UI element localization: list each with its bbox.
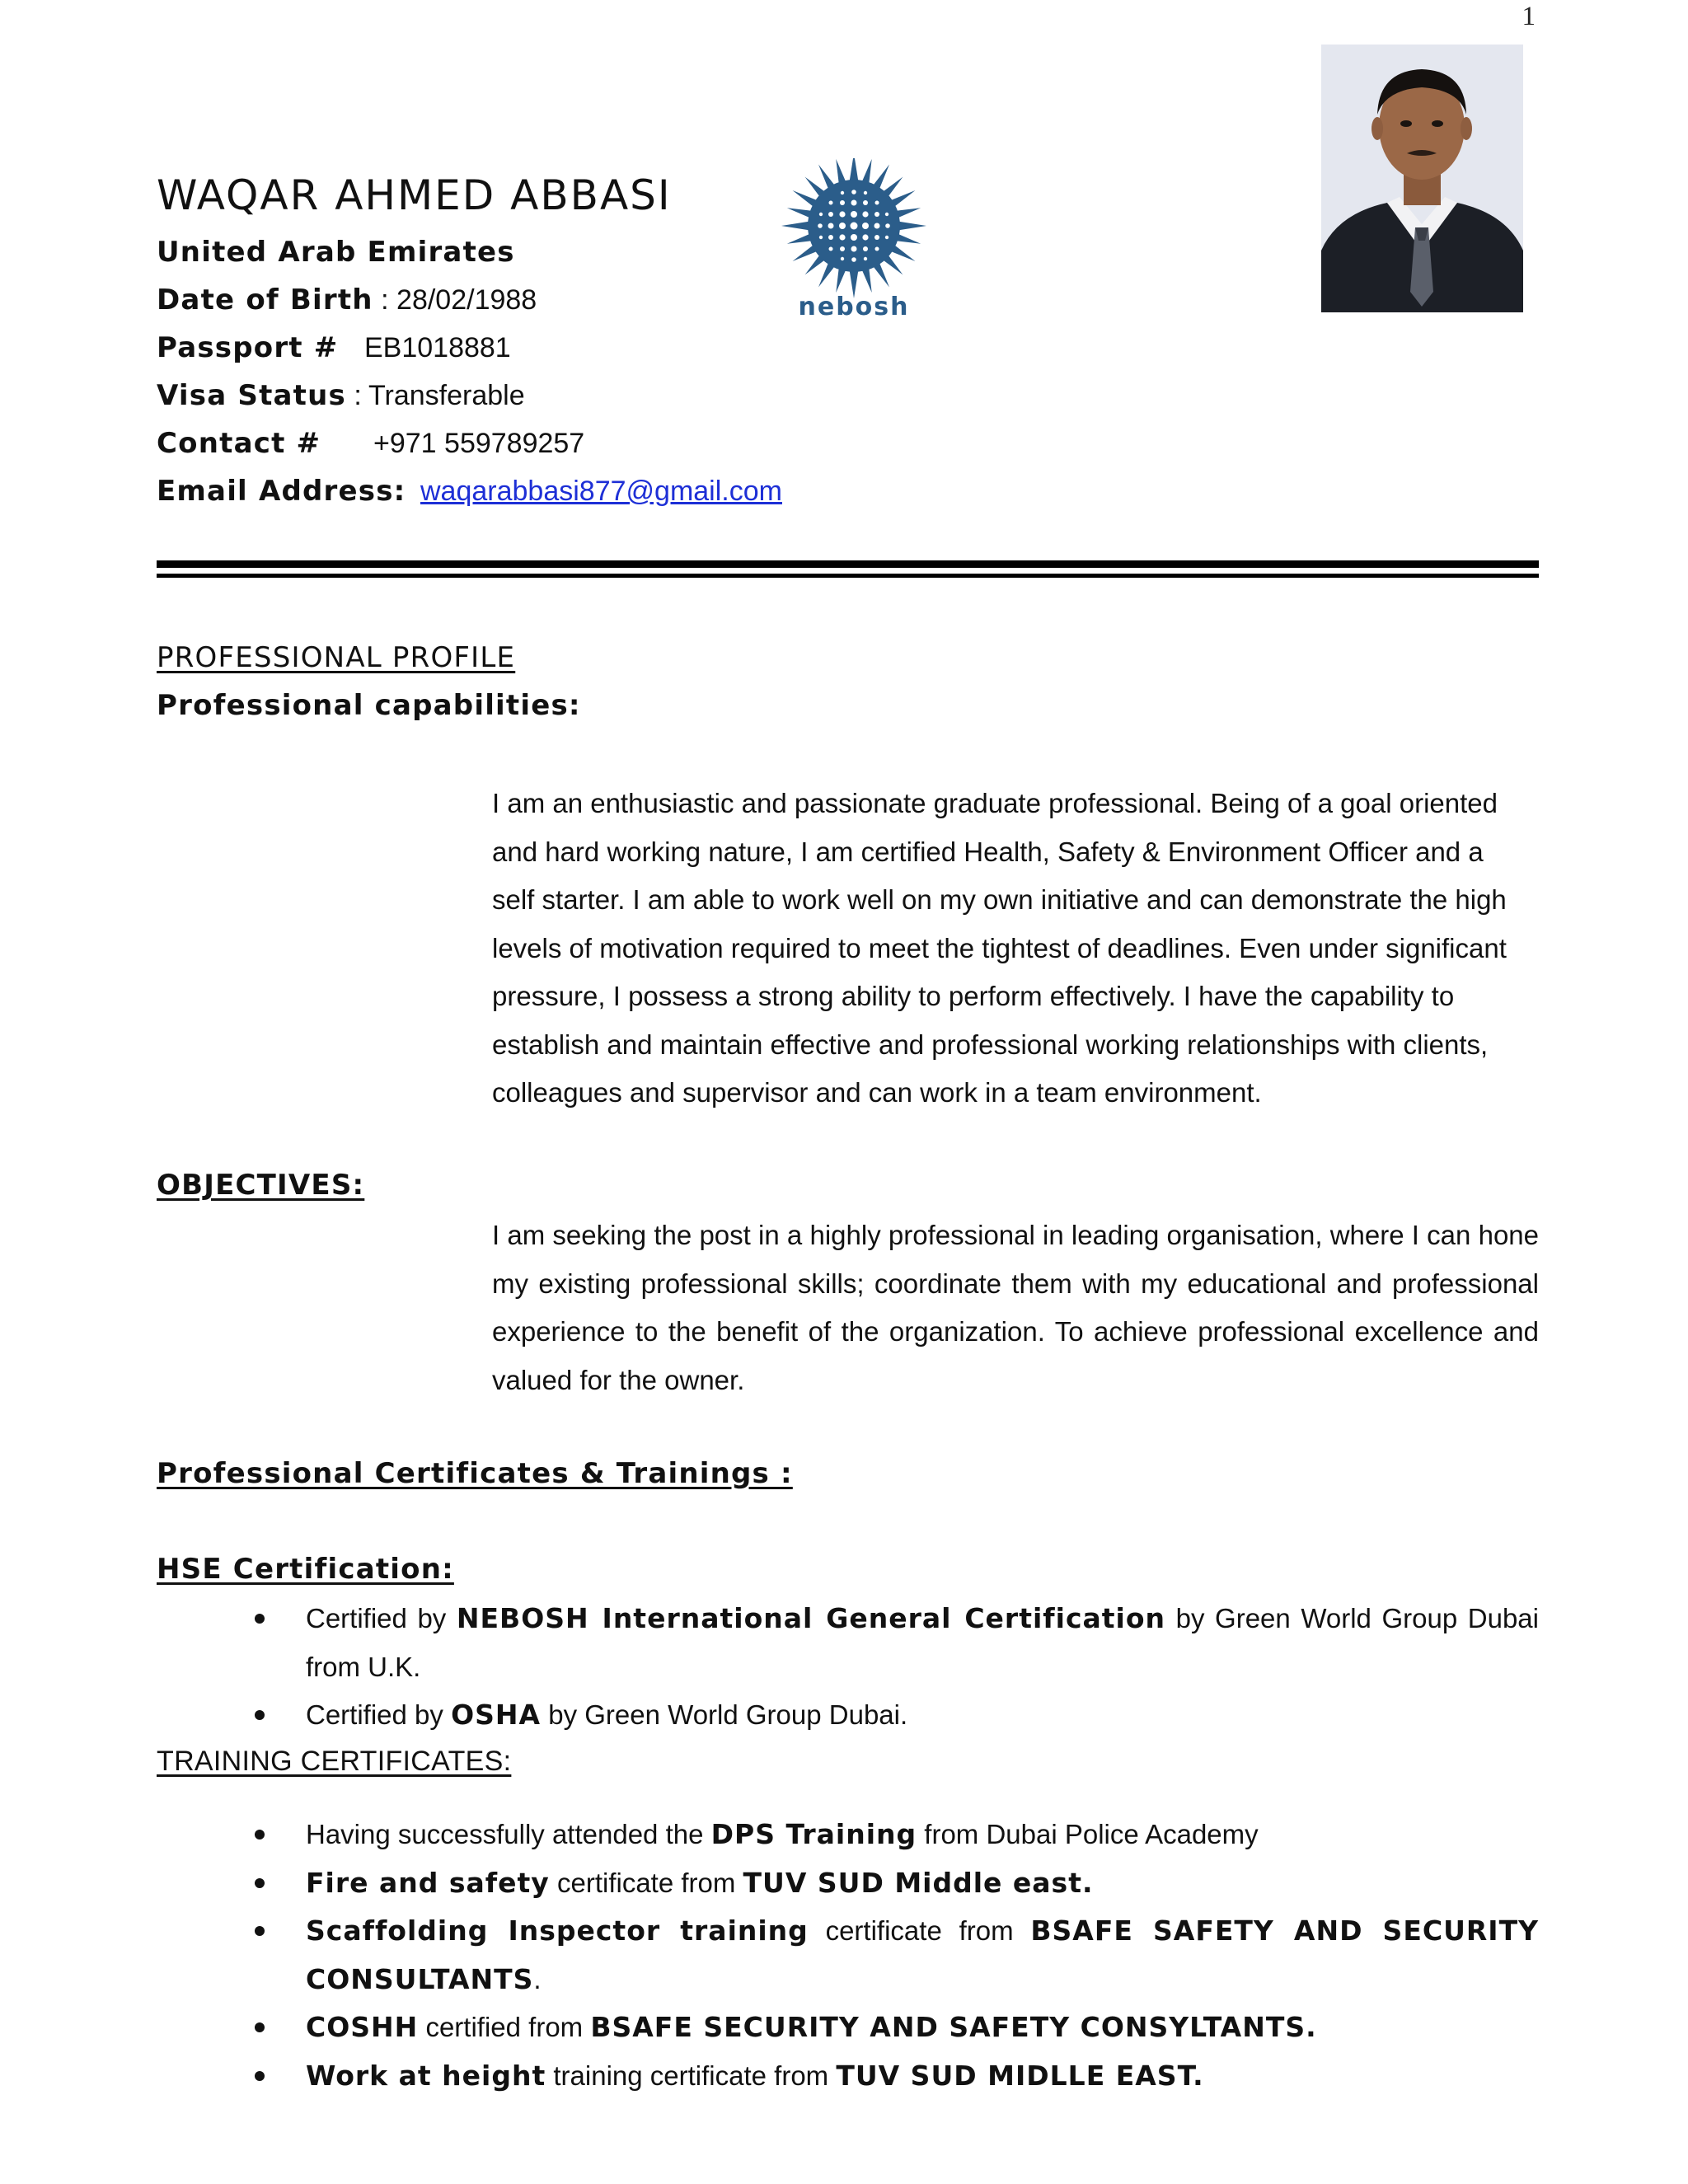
profile-line: levels of motivation required to meet the tightest of deadlines. Even under significant xyxy=(492,932,1507,963)
passport-line xyxy=(157,331,511,364)
list-item: Work at height training certificate from TUV SUD MIDLLE EAST. xyxy=(157,2052,1539,2101)
profile-paragraph xyxy=(492,780,1539,1118)
page-number: 1 xyxy=(1522,2,1536,31)
profile-photo xyxy=(1321,45,1523,312)
list-item: Certified by OSHA by Green World Group Dubai. xyxy=(157,1691,1539,1740)
list-item: Scaffolding Inspector training certificate from BSAFE SAFETY AND SECURITY CONSULTANTS. xyxy=(157,1907,1539,2004)
passport-value: EB1018881 xyxy=(364,332,511,363)
email-line xyxy=(157,475,782,508)
list-item: COSHH certified from BSAFE SECURITY AND SAFETY CONSYLTANTS. xyxy=(157,2004,1539,2052)
hse-certification-heading: HSE Certification: xyxy=(157,1553,454,1586)
training-certificates-heading: TRAINING CERTIFICATES: xyxy=(157,1746,512,1777)
objectives-paragraph: I am seeking the post in a highly professional in leading organisation, where I can hone my existing professional skills; coordinate them with my educational and professional experience to the benefit of the organization. To achieve professional excellence and valued for the owner. xyxy=(492,1220,1539,1395)
bullet-icon xyxy=(255,1830,265,1840)
bullet-icon xyxy=(255,1878,265,1888)
contact-value: +971 559789257 xyxy=(373,428,585,459)
training-list xyxy=(157,1811,1539,2100)
objectives-heading: OBJECTIVES: xyxy=(157,1169,365,1202)
bullet-icon xyxy=(255,1926,265,1936)
professional-capabilities-heading: Professional capabilities: xyxy=(157,689,581,722)
visa-label: Visa Status xyxy=(157,379,346,412)
nebosh-logo-graphic xyxy=(780,158,928,323)
candidate-name: WAQAR AHMED ABBASI xyxy=(157,171,672,219)
contact-label: Contact # xyxy=(157,427,321,460)
profile-line: I am an enthusiastic and passionate graduate professional. Being of a goal oriented xyxy=(492,788,1498,818)
profile-line: self starter. I am able to work well on my own initiative and can demonstrate the high xyxy=(492,884,1507,915)
profile-photo-graphic xyxy=(1321,45,1523,312)
dob-line xyxy=(157,284,537,316)
visa-separator: : xyxy=(345,380,362,411)
dob-value: 28/02/1988 xyxy=(396,284,537,316)
visa-value: Transferable xyxy=(368,380,525,411)
email-label: Email Address: xyxy=(157,475,406,508)
logo-text: nebosh xyxy=(798,293,910,321)
visa-line xyxy=(157,379,525,412)
header-divider-thick xyxy=(157,560,1539,568)
passport-label: Passport # xyxy=(157,331,339,364)
certificates-heading: Professional Certificates & Trainings : xyxy=(157,1457,793,1490)
list-item: Certified by NEBOSH International General Certification by Green World Group Dubai from U.K. xyxy=(157,1595,1539,1691)
contact-line xyxy=(157,427,585,460)
professional-profile-heading: PROFESSIONAL PROFILE xyxy=(157,641,516,674)
bullet-icon xyxy=(255,1710,265,1720)
profile-line: colleagues and supervisor and can work in a team environment. xyxy=(492,1077,1262,1108)
bullet-icon xyxy=(255,2071,265,2081)
dob-separator: : xyxy=(373,284,397,316)
header-divider-thin xyxy=(157,574,1539,578)
bullet-icon xyxy=(255,1614,265,1624)
hse-list xyxy=(157,1595,1539,1740)
location: United Arab Emirates xyxy=(157,236,515,269)
location-line xyxy=(157,236,515,269)
list-item: Fire and safety certificate from TUV SUD Middle east. xyxy=(157,1859,1539,1908)
profile-line: and hard working nature, I am certified Health, Safety & Environment Officer and a xyxy=(492,836,1484,867)
list-item: Having successfully attended the DPS Training from Dubai Police Academy xyxy=(157,1811,1539,1859)
email-link[interactable]: waqarabbasi877@gmail.com xyxy=(420,476,782,507)
nebosh-logo xyxy=(780,158,928,323)
profile-line: establish and maintain effective and professional working relationships with clients, xyxy=(492,1029,1489,1060)
profile-line: pressure, I possess a strong ability to perform effectively. I have the capability to xyxy=(492,981,1455,1011)
bullet-icon xyxy=(255,2022,265,2032)
dob-label: Date of Birth xyxy=(157,284,373,316)
